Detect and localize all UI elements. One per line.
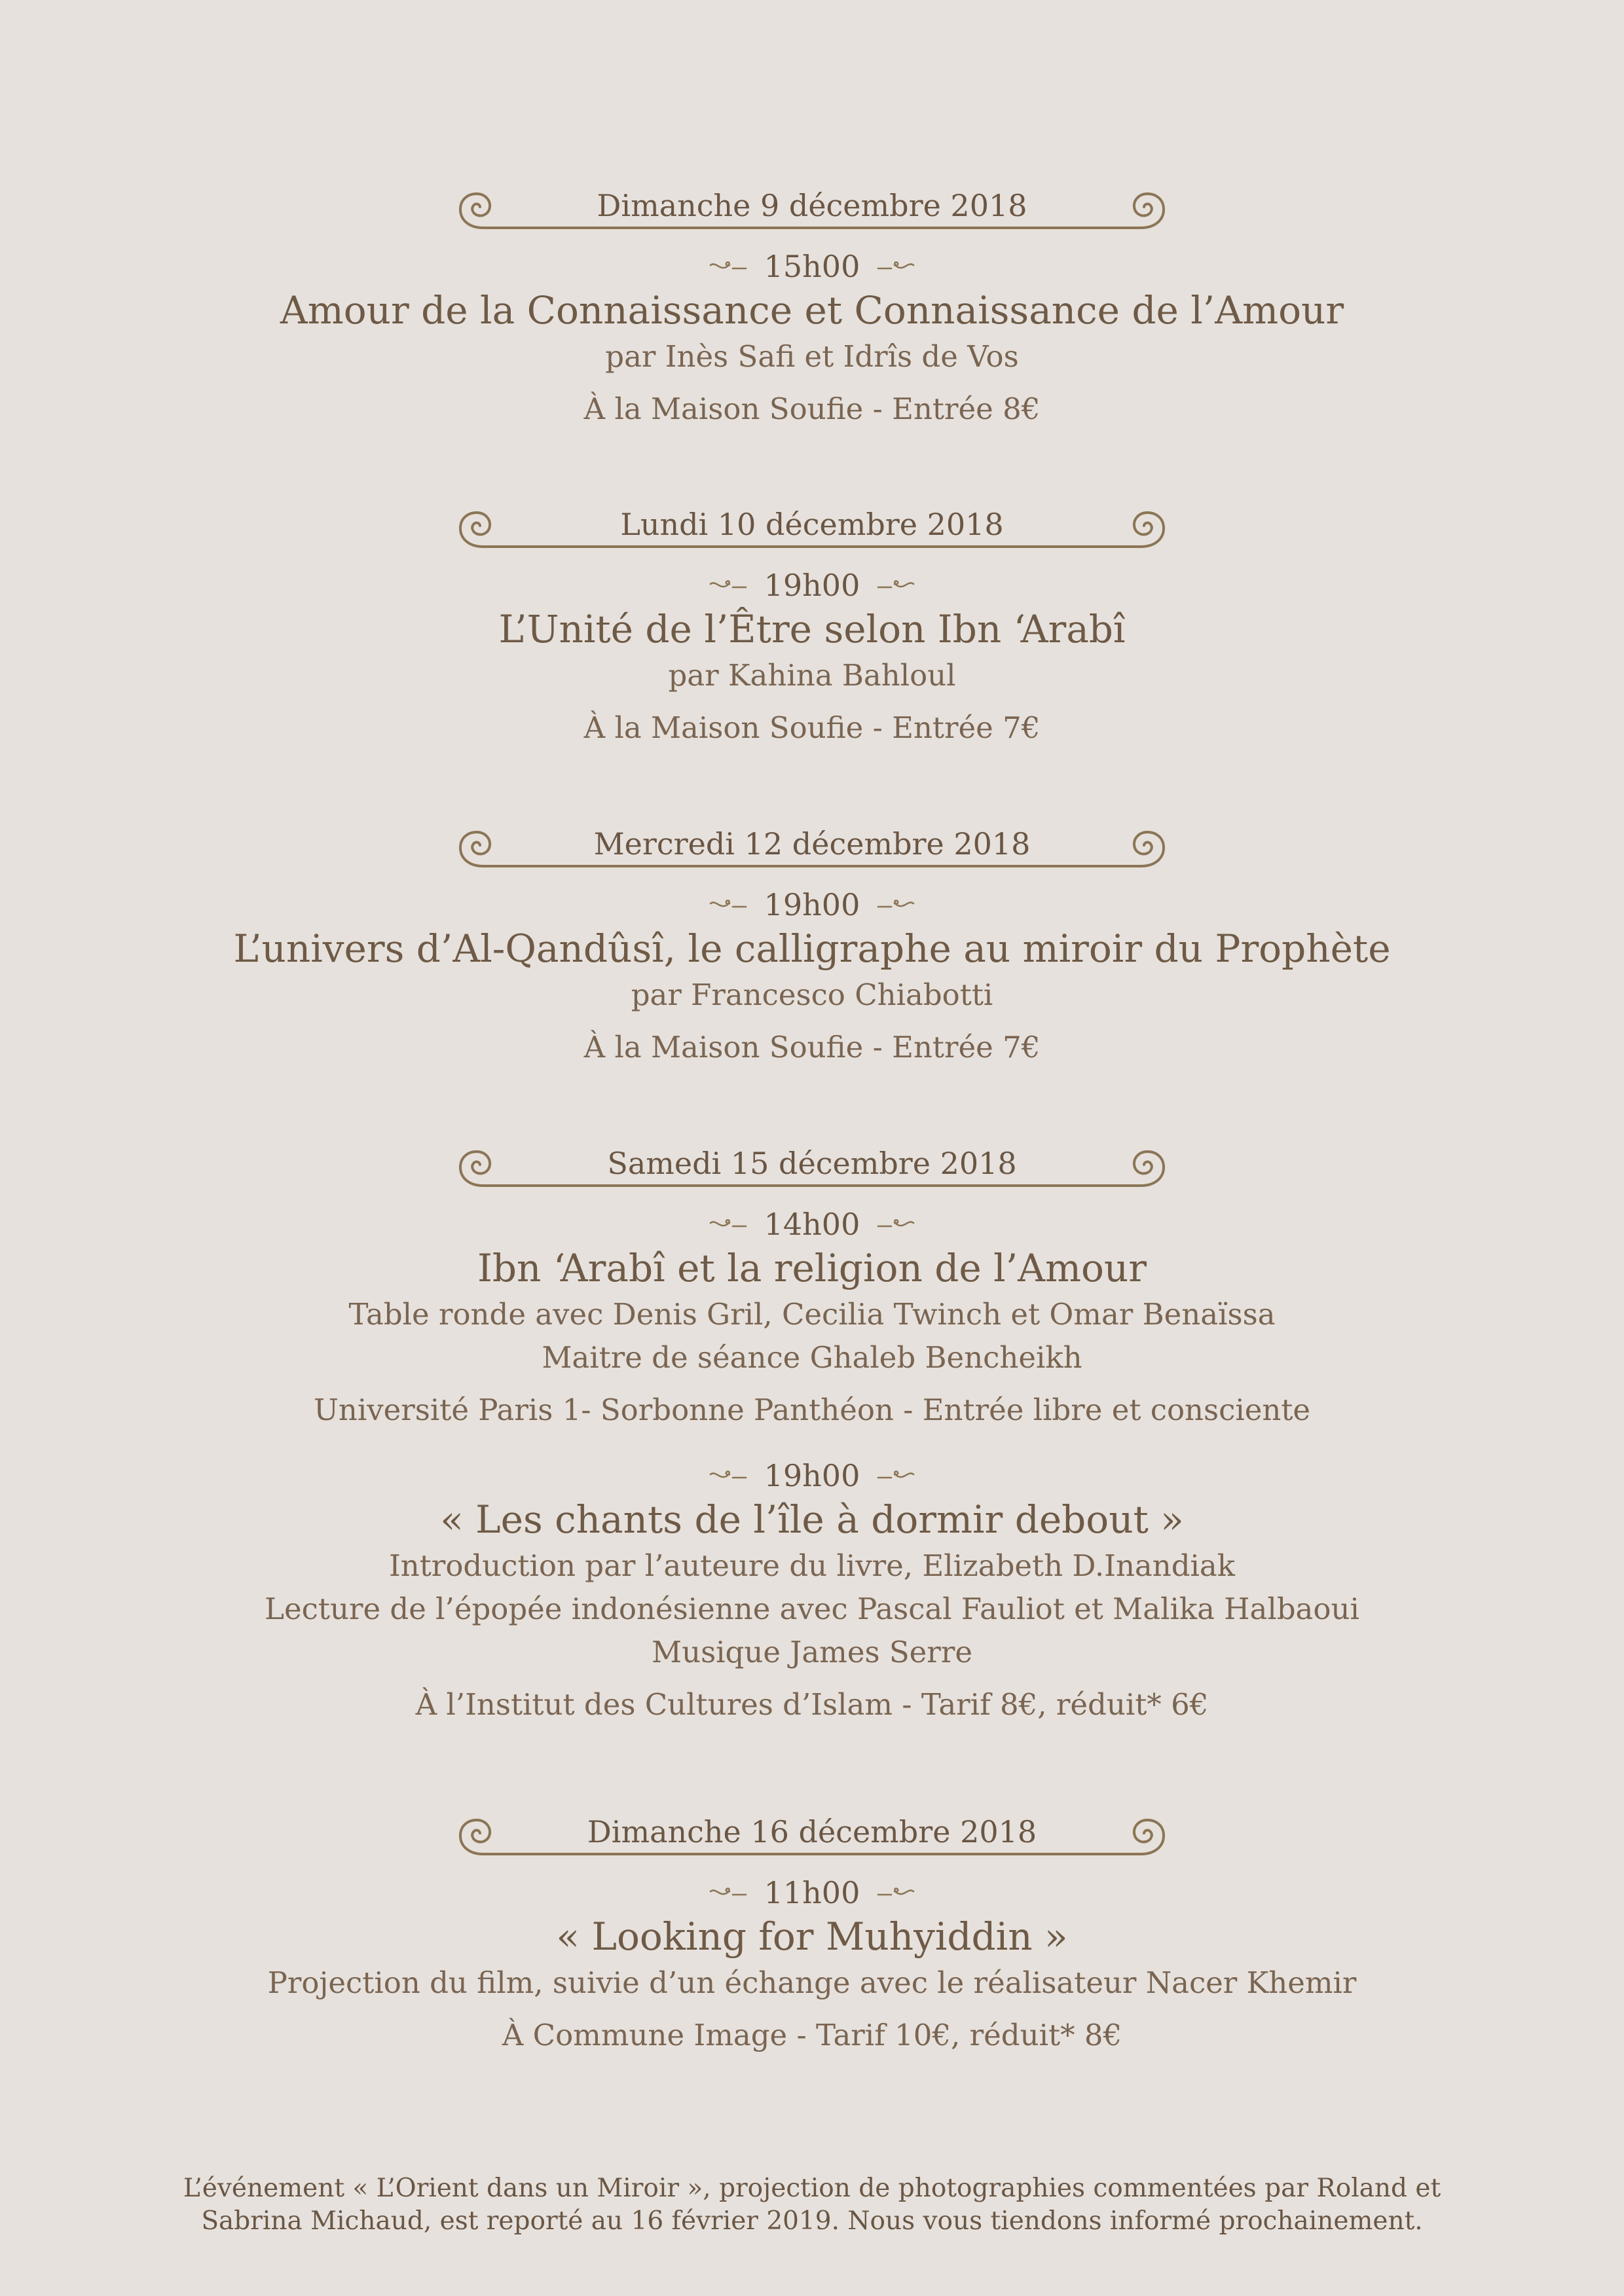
time-row (0, 1874, 1624, 1912)
notice-line-2: Sabrina Michaud, est reporté au 16 février 2019. Nous vous tiendons informé prochainement. (201, 2206, 1423, 2236)
event-block (0, 566, 1624, 750)
time-row (0, 1205, 1624, 1243)
event-block (0, 1874, 1624, 2057)
event-venue-price: À la Maison Soufie - Entrée 8€ (583, 392, 1041, 426)
date-banner (455, 190, 1169, 232)
flourish-right-icon (877, 579, 915, 592)
flourish-right-icon (877, 260, 915, 273)
event-title: « Looking for Muhyiddin » (556, 1914, 1068, 1959)
event-time: 14h00 (764, 1207, 860, 1242)
date-banner (455, 1148, 1169, 1190)
event-venue-price: À Commune Image - Tarif 10€, réduit* 8€ (502, 2018, 1122, 2052)
event-venue-price: À l’Institut des Cultures d’Islam - Tarif 8€, réduit* 6€ (415, 1687, 1209, 1722)
flourish-right-icon (877, 1469, 915, 1482)
event-music: Musique James Serre (652, 1635, 972, 1669)
event-description: Projection du film, suivie d’un échange avec le réalisateur Nacer Khemir (267, 1965, 1357, 2000)
event-speakers: Table ronde avec Denis Gril, Cecilia Twinch et Omar Benaïssa (348, 1297, 1276, 1332)
event-time: 19h00 (764, 568, 860, 603)
day-section-3 (0, 828, 1624, 1069)
day-section-1 (0, 190, 1624, 431)
event-date: Dimanche 16 décembre 2018 (587, 1814, 1037, 1850)
event-venue-price: À la Maison Soufie - Entrée 7€ (583, 710, 1041, 745)
event-speakers: par Kahina Bahloul (668, 658, 956, 693)
flourish-right-icon (877, 1886, 915, 1899)
event-time: 15h00 (764, 249, 860, 284)
event-title: Amour de la Connaissance et Connaissance de l’Amour (280, 288, 1344, 333)
event-title: L’Unité de l’Être selon Ibn ‘Arabî (498, 607, 1126, 651)
event-venue-price: Université Paris 1- Sorbonne Panthéon - Entrée libre et consciente (313, 1393, 1311, 1427)
flourish-left-icon (709, 260, 747, 273)
event-block (0, 886, 1624, 1069)
day-section-4 (0, 1148, 1624, 1726)
day-section-2 (0, 509, 1624, 750)
time-row (0, 247, 1624, 285)
flourish-left-icon (709, 579, 747, 592)
event-block (0, 1205, 1624, 1432)
event-time: 11h00 (764, 1875, 860, 1910)
notice-line-1: L’événement « L’Orient dans un Miroir », projection de photographies commentées par Roland et (183, 2174, 1441, 2203)
event-speakers: par Francesco Chiabotti (631, 977, 993, 1012)
event-block (0, 1457, 1624, 1726)
event-reading: Lecture de l’épopée indonésienne avec Pascal Fauliot et Malika Halbaoui (265, 1592, 1359, 1626)
time-row (0, 1457, 1624, 1495)
event-date: Samedi 15 décembre 2018 (607, 1146, 1017, 1181)
time-row (0, 886, 1624, 924)
date-banner (455, 1816, 1169, 1858)
postponement-notice (0, 2172, 1624, 2238)
event-date: Lundi 10 décembre 2018 (620, 507, 1004, 542)
event-time: 19h00 (764, 1458, 860, 1493)
event-time: 19h00 (764, 887, 860, 922)
date-banner (455, 828, 1169, 870)
event-date: Dimanche 9 décembre 2018 (597, 188, 1027, 223)
flourish-left-icon (709, 898, 747, 911)
event-moderator: Maitre de séance Ghaleb Bencheikh (542, 1340, 1082, 1375)
event-title: « Les chants de l’île à dormir debout » (440, 1497, 1184, 1542)
flourish-left-icon (709, 1218, 747, 1231)
flourish-left-icon (709, 1469, 747, 1482)
flourish-right-icon (877, 898, 915, 911)
event-date: Mercredi 12 décembre 2018 (593, 826, 1031, 862)
event-intro: Introduction par l’auteure du livre, Elizabeth D.Inandiak (388, 1548, 1236, 1583)
event-speakers: par Inès Safi et Idrîs de Vos (605, 339, 1019, 374)
time-row (0, 566, 1624, 604)
event-title: L’univers d’Al-Qandûsî, le calligraphe au miroir du Prophète (233, 926, 1391, 971)
event-block (0, 247, 1624, 431)
day-section-5 (0, 1816, 1624, 2057)
date-banner (455, 509, 1169, 551)
flourish-left-icon (709, 1886, 747, 1899)
event-title: Ibn ‘Arabî et la religion de l’Amour (477, 1246, 1147, 1290)
event-venue-price: À la Maison Soufie - Entrée 7€ (583, 1030, 1041, 1065)
flourish-right-icon (877, 1218, 915, 1231)
